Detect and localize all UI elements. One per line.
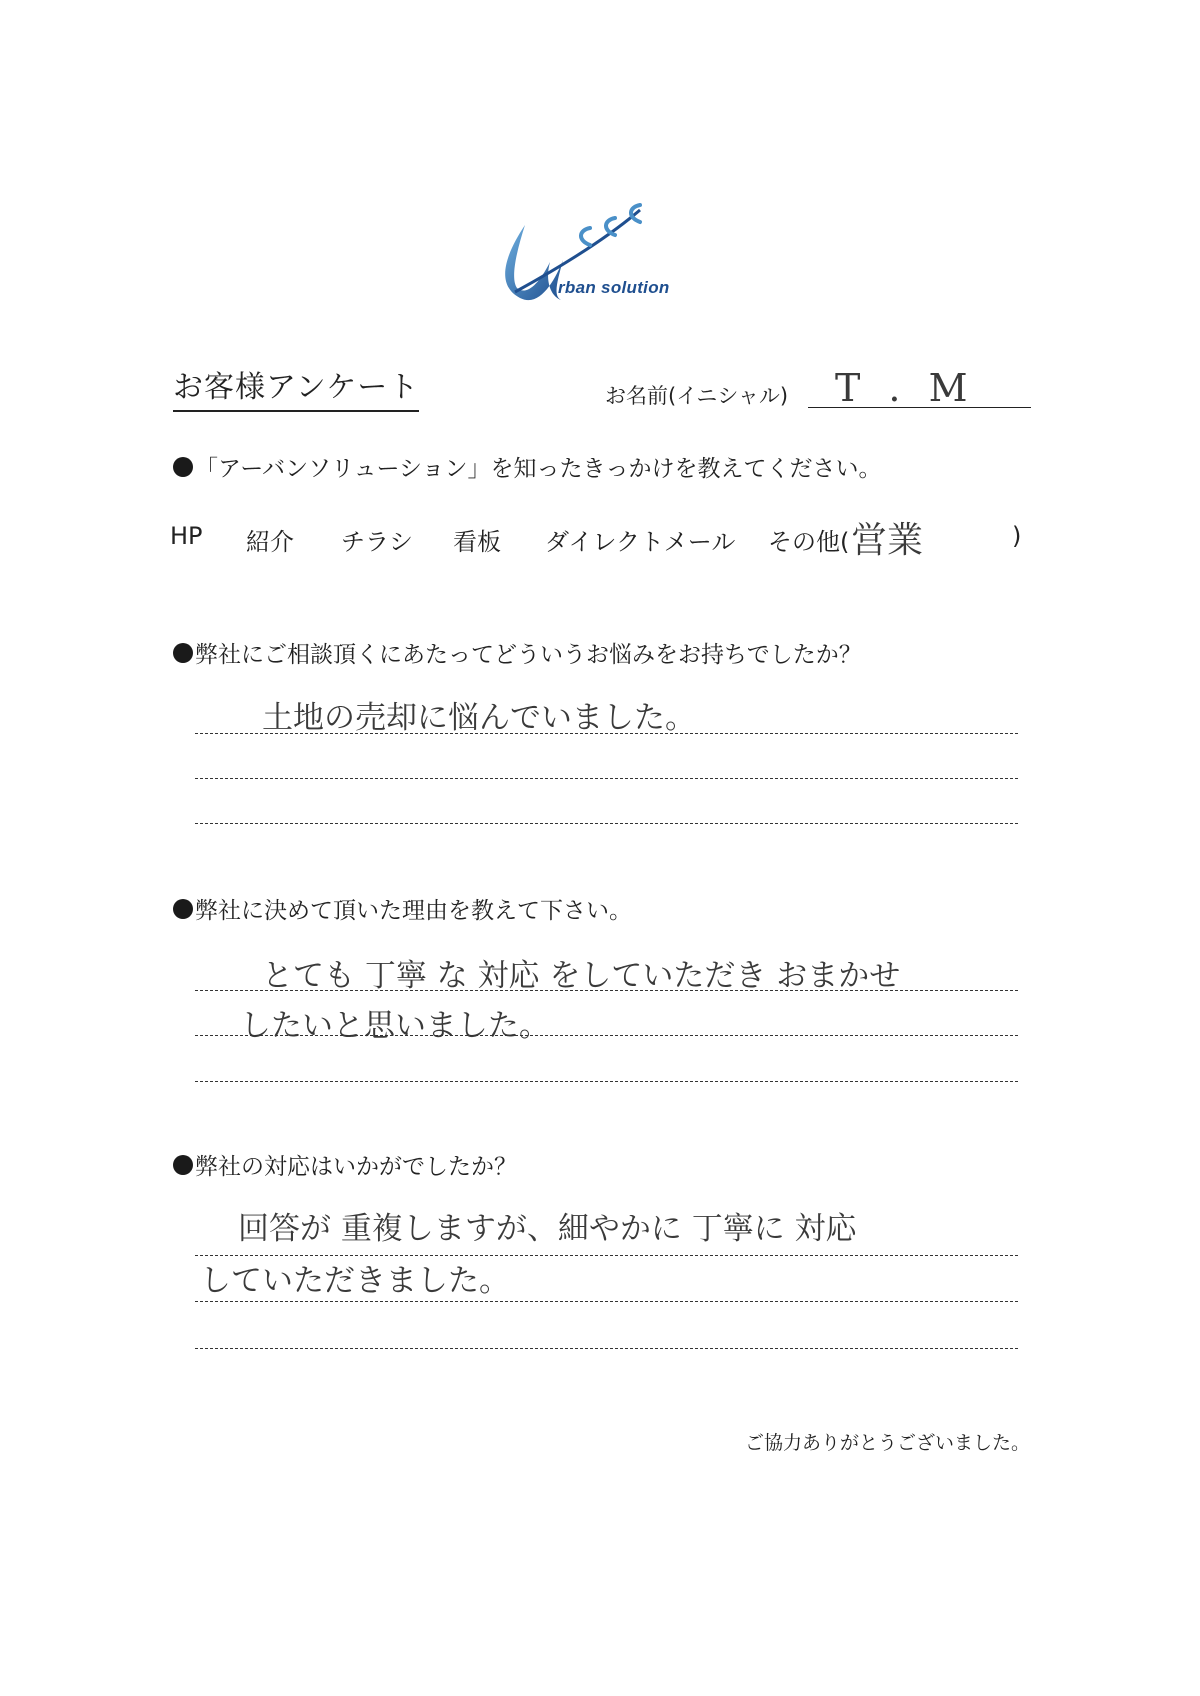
logo-text: rban solution (558, 278, 670, 297)
answer-line (195, 778, 1018, 779)
form-title: お客様アンケート (173, 362, 419, 412)
option-hp[interactable]: HP (170, 522, 203, 550)
bullet-icon (173, 643, 193, 663)
option-signboard[interactable]: 看板 (453, 528, 501, 556)
question-2-text: 弊社にご相談頂くにあたってどういうお悩みをお持ちでしたか？ (195, 642, 862, 668)
answer-2-line-1[interactable]: 土地の売却に悩んでいました。 (262, 700, 696, 736)
question-3 (173, 892, 632, 925)
answer-4-line-2[interactable]: していただきました。 (200, 1263, 510, 1299)
option-flyer[interactable]: チラシ (341, 528, 413, 556)
answer-line (195, 733, 1018, 734)
bullet-icon (173, 457, 193, 477)
question-3-text: 弊社に決めて頂いた理由を教えて下さい。 (195, 898, 632, 924)
answer-line (195, 1348, 1018, 1349)
bullet-icon (173, 899, 193, 919)
answer-3-line-2[interactable]: したいと思いました。 (240, 1008, 550, 1044)
answer-line (195, 823, 1018, 824)
answer-4-line-1[interactable]: 回答が 重複しますが、細やかに 丁寧に 対応 (238, 1211, 857, 1247)
answer-3-line-1[interactable]: とても 丁寧 な 対応 をしていただき おまかせ (262, 958, 901, 994)
question-1-text: 「アーバンソリューション」を知ったきっかけを教えてください。 (195, 456, 882, 482)
thanks-message: ご協力ありがとうございました。 (745, 1432, 1031, 1454)
option-other-value[interactable]: 営業 (851, 520, 924, 561)
question-4 (173, 1148, 517, 1181)
name-label: お名前(イニシャル) (605, 384, 789, 408)
option-referral[interactable]: 紹介 (246, 528, 294, 556)
option-direct-mail[interactable]: ダイレクトメール (545, 528, 736, 556)
answer-line (195, 990, 1018, 991)
answer-line (195, 1081, 1018, 1082)
answer-line (195, 1301, 1018, 1302)
option-other[interactable]: その他( (768, 528, 850, 556)
answer-line (195, 1035, 1018, 1036)
answer-line (195, 1255, 1018, 1256)
name-value[interactable]: T . M (835, 366, 976, 410)
question-1 (173, 450, 882, 483)
option-other-close: ) (1012, 522, 1022, 550)
question-4-text: 弊社の対応はいかがでしたか？ (195, 1154, 517, 1180)
question-2 (173, 636, 862, 669)
bullet-icon (173, 1155, 193, 1175)
